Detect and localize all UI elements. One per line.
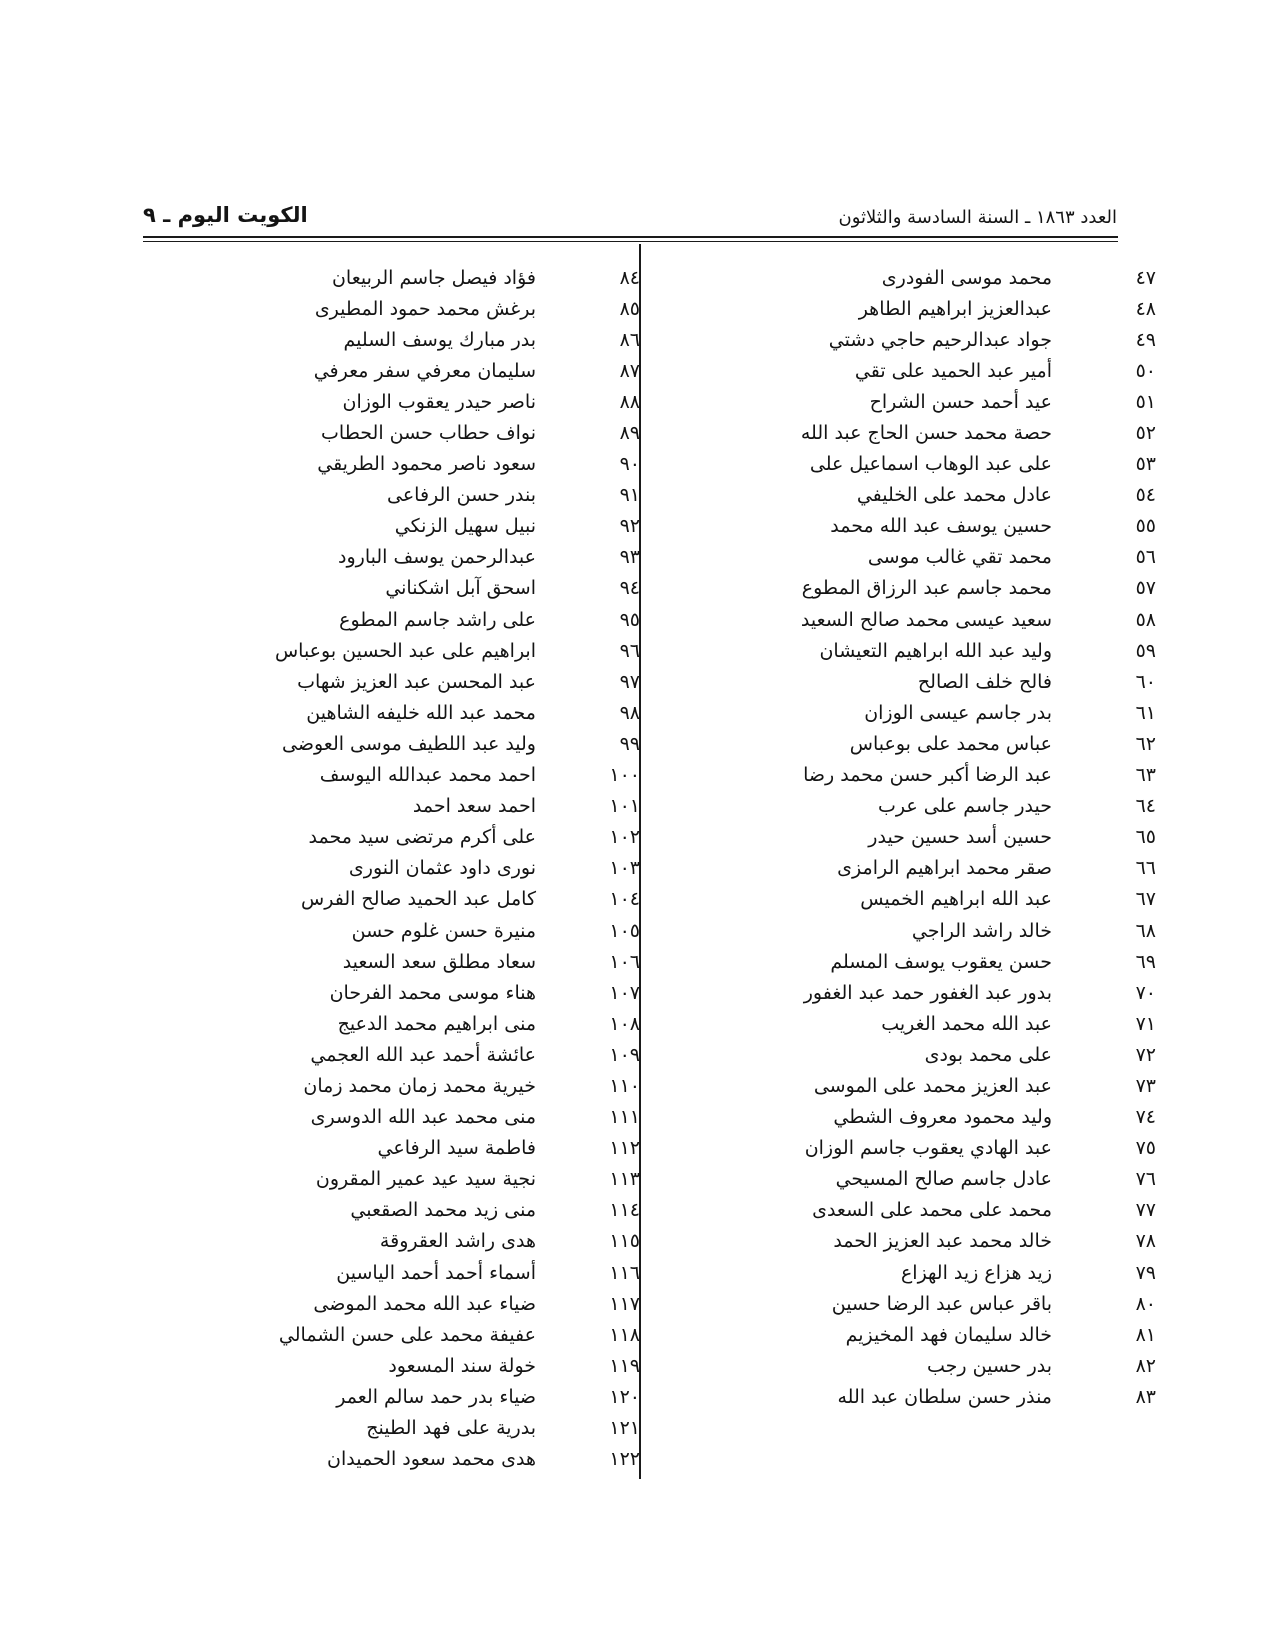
list-item	[660, 1257, 1156, 1288]
item-number: ١١٠	[609, 1074, 640, 1097]
item-number: ١٠٠	[609, 764, 640, 787]
item-name: محمد على محمد على السعدى	[812, 1199, 1052, 1222]
item-number: ٩٤	[619, 577, 640, 600]
item-name: حيدر جاسم على عرب	[877, 795, 1052, 818]
list-item	[150, 293, 640, 324]
list-item	[150, 511, 640, 542]
item-number: ٥٦	[1135, 546, 1156, 569]
item-name: محمد موسى الفودرى	[881, 266, 1052, 289]
list-item	[150, 1288, 640, 1319]
list-item	[150, 853, 640, 884]
item-number: ٩٧	[619, 670, 640, 693]
list-item	[150, 604, 640, 635]
item-number: ٥٢	[1135, 422, 1156, 445]
item-name: احمد محمد عبدالله اليوسف	[319, 764, 536, 787]
item-number: ٧٥	[1135, 1137, 1156, 1160]
list-item	[660, 1039, 1156, 1070]
item-name: منى محمد عبد الله الدوسرى	[310, 1106, 536, 1129]
list-item	[660, 480, 1156, 511]
list-item	[150, 1319, 640, 1350]
item-name: بندر حسن الرفاعى	[386, 484, 536, 507]
list-item	[150, 666, 640, 697]
item-name: زيد هزاع زيد الهزاع	[900, 1261, 1052, 1284]
item-name: حصة محمد حسن الحاج عبد الله	[800, 422, 1052, 445]
item-name: خالد محمد عبد العزيز الحمد	[833, 1230, 1052, 1253]
item-number: ٦٨	[1135, 919, 1156, 942]
item-name: صقر محمد ابراهيم الرامزى	[837, 857, 1052, 880]
item-number: ١٠٣	[609, 857, 640, 880]
item-name: نواف حطاب حسن الحطاب	[321, 422, 536, 445]
list-item	[150, 355, 640, 386]
item-number: ١١١	[609, 1106, 640, 1129]
item-name: وليد محمود معروف الشطي	[833, 1106, 1052, 1129]
list-item	[150, 728, 640, 759]
item-name: فالح خلف الصالح	[917, 670, 1052, 693]
item-name: بدر مبارك يوسف السليم	[343, 328, 536, 351]
item-number: ٤٨	[1135, 297, 1156, 320]
list-item	[150, 386, 640, 417]
item-number: ٧٧	[1135, 1199, 1156, 1222]
item-name: بدر جاسم عيسى الوزان	[864, 701, 1052, 724]
item-number: ٦٦	[1135, 857, 1156, 880]
item-name: أمير عبد الحميد على تقي	[854, 359, 1052, 382]
list-item	[150, 946, 640, 977]
item-number: ١١٧	[609, 1292, 640, 1315]
list-item	[660, 1070, 1156, 1101]
item-number: ١٢١	[609, 1417, 640, 1440]
item-number: ٩٥	[619, 608, 640, 631]
item-number: ٥٥	[1135, 515, 1156, 538]
item-number: ٥٧	[1135, 577, 1156, 600]
list-item	[660, 1288, 1156, 1319]
item-name: بدر حسين رجب	[927, 1354, 1052, 1377]
list-item	[150, 884, 640, 915]
item-number: ٨٩	[619, 422, 640, 445]
item-number: ٧٨	[1135, 1230, 1156, 1253]
item-name: هناء موسى محمد الفرحان	[329, 981, 536, 1004]
item-number: ٩١	[619, 484, 640, 507]
item-name: هدى محمد سعود الحميدان	[327, 1448, 536, 1471]
item-number: ١٠٧	[609, 981, 640, 1004]
item-number: ٧٩	[1135, 1261, 1156, 1284]
item-name: حسن يعقوب يوسف المسلم	[830, 950, 1052, 973]
item-name: عبدالعزيز ابراهيم الطاهر	[858, 297, 1052, 320]
list-item	[660, 1381, 1156, 1412]
list-item	[660, 573, 1156, 604]
item-name: هدى راشد العقروقة	[379, 1230, 536, 1253]
list-item	[660, 728, 1156, 759]
item-number: ٦٤	[1135, 795, 1156, 818]
list-item	[150, 1412, 640, 1443]
item-name: عبد العزيز محمد على الموسى	[813, 1074, 1052, 1097]
list-item	[150, 697, 640, 728]
item-number: ١٠٨	[609, 1012, 640, 1035]
list-item	[150, 417, 640, 448]
list-item	[150, 480, 640, 511]
item-name: خيرية محمد زمان محمد زمان	[303, 1074, 536, 1097]
list-item	[150, 822, 640, 853]
item-number: ٦٥	[1135, 826, 1156, 849]
list-item	[660, 511, 1156, 542]
item-name: خالد راشد الراجي	[911, 919, 1052, 942]
item-number: ٧٤	[1135, 1106, 1156, 1129]
item-name: محمد تقي غالب موسى	[867, 546, 1052, 569]
item-number: ٥٠	[1135, 359, 1156, 382]
list-item	[150, 449, 640, 480]
item-name: جواد عبدالرحيم حاجي دشتي	[828, 328, 1052, 351]
item-number: ٨٠	[1135, 1292, 1156, 1315]
item-number: ١١٤	[609, 1199, 640, 1222]
item-name: حسين يوسف عبد الله محمد	[830, 515, 1052, 538]
list-item	[660, 324, 1156, 355]
list-item	[660, 1319, 1156, 1350]
item-number: ٩٠	[619, 453, 640, 476]
item-name: سعيد عيسى محمد صالح السعيد	[800, 608, 1052, 631]
list-item	[660, 977, 1156, 1008]
item-number: ٥١	[1135, 390, 1156, 413]
item-number: ٧١	[1135, 1012, 1156, 1035]
item-number: ٦٢	[1135, 732, 1156, 755]
item-name: سعود ناصر محمود الطريقي	[317, 453, 536, 476]
item-number: ٥٣	[1135, 453, 1156, 476]
list-item	[660, 915, 1156, 946]
list-item	[660, 293, 1156, 324]
item-name: وليد عبد اللطيف موسى العوضى	[282, 732, 536, 755]
item-number: ٨١	[1135, 1323, 1156, 1346]
list-item	[660, 791, 1156, 822]
list-item	[660, 1133, 1156, 1164]
item-number: ٨٢	[1135, 1354, 1156, 1377]
item-name: سليمان معرفي سفر معرفي	[313, 359, 536, 382]
list-item	[660, 697, 1156, 728]
list-item	[150, 262, 640, 293]
item-number: ٩٨	[619, 701, 640, 724]
item-name: خولة سند المسعود	[388, 1354, 536, 1377]
list-item	[150, 1008, 640, 1039]
item-name: عبد الله ابراهيم الخميس	[860, 888, 1052, 911]
item-name: عائشة أحمد عبد الله العجمي	[310, 1043, 536, 1066]
list-item	[150, 915, 640, 946]
item-name: عادل محمد على الخليفي	[856, 484, 1052, 507]
list-item	[660, 822, 1156, 853]
list-item	[150, 1164, 640, 1195]
list-item	[150, 1070, 640, 1101]
item-name: منذر حسن سلطان عبد الله	[837, 1385, 1052, 1408]
item-name: عبد المحسن عبد العزيز شهاب	[297, 670, 536, 693]
item-name: برغش محمد حمود المطيرى	[314, 297, 536, 320]
list-item	[660, 449, 1156, 480]
list-item	[660, 1102, 1156, 1133]
item-name: عيد أحمد حسن الشراح	[869, 390, 1052, 413]
list-item	[150, 1257, 640, 1288]
item-number: ٤٧	[1135, 266, 1156, 289]
list-item	[660, 1008, 1156, 1039]
item-number: ٦٩	[1135, 950, 1156, 973]
item-name: كامل عبد الحميد صالح الفرس	[301, 888, 536, 911]
item-number: ١٠٥	[609, 919, 640, 942]
item-name: ضياء بدر حمد سالم العمر	[336, 1385, 536, 1408]
list-item	[660, 635, 1156, 666]
item-name: على محمد بودى	[924, 1043, 1052, 1066]
item-number: ٧٢	[1135, 1043, 1156, 1066]
item-name: عادل جاسم صالح المسيحي	[835, 1168, 1052, 1191]
list-item	[150, 1133, 640, 1164]
item-name: بدرية على فهد الطينج	[366, 1417, 536, 1440]
item-number: ١١٦	[609, 1261, 640, 1284]
item-number: ٨٤	[619, 266, 640, 289]
item-number: ١١٥	[609, 1230, 640, 1253]
item-name: وليد عبد الله ابراهيم التعيشان	[819, 639, 1052, 662]
page-header-right: العدد ١٨٦٣ ـ السنة السادسة والثلاثون	[838, 207, 1117, 228]
item-name: على راشد جاسم المطوع	[339, 608, 536, 631]
item-number: ٦٠	[1135, 670, 1156, 693]
page-header-left: الكويت اليوم ـ ٩	[143, 203, 308, 227]
item-name: محمد جاسم عبد الرزاق المطوع	[801, 577, 1052, 600]
item-number: ٩٢	[619, 515, 640, 538]
list-item	[660, 386, 1156, 417]
list-item	[660, 760, 1156, 791]
list-item	[150, 573, 640, 604]
item-number: ٦٣	[1135, 764, 1156, 787]
list-item	[150, 1381, 640, 1412]
list-item	[150, 791, 640, 822]
item-number: ٧٠	[1135, 981, 1156, 1004]
list-item	[150, 324, 640, 355]
item-name: منيرة حسن غلوم حسن	[351, 919, 536, 942]
item-name: عفيفة محمد على حسن الشمالي	[278, 1323, 536, 1346]
item-name: فاطمة سيد الرفاعي	[377, 1137, 536, 1160]
list-item	[660, 946, 1156, 977]
item-name: على عبد الوهاب اسماعيل على	[809, 453, 1052, 476]
list-item	[660, 1195, 1156, 1226]
list-item	[660, 1350, 1156, 1381]
list-item	[660, 262, 1156, 293]
item-number: ١١٣	[609, 1168, 640, 1191]
item-name: عباس محمد على بوعباس	[849, 732, 1052, 755]
list-item	[660, 355, 1156, 386]
list-item	[150, 635, 640, 666]
item-name: ابراهيم على عبد الحسين بوعباس	[274, 639, 536, 662]
list-item	[150, 1226, 640, 1257]
item-name: ناصر حيدر يعقوب الوزان	[342, 390, 536, 413]
item-name: عبد الهادي يعقوب جاسم الوزان	[804, 1137, 1052, 1160]
item-name: محمد عبد الله خليفه الشاهين	[306, 701, 536, 724]
list-item	[150, 1102, 640, 1133]
list-item	[660, 604, 1156, 635]
item-name: نجية سيد عيد عمير المقرون	[315, 1168, 536, 1191]
item-name: بدور عبد الغفور حمد عبد الغفور	[803, 981, 1052, 1004]
item-name: حسين أسد حسين حيدر	[868, 826, 1052, 849]
item-name: عبد الله محمد الغريب	[881, 1012, 1052, 1035]
item-number: ٧٦	[1135, 1168, 1156, 1191]
list-item	[150, 1039, 640, 1070]
item-name: ضياء عبد الله محمد الموضى	[313, 1292, 536, 1315]
list-item	[660, 542, 1156, 573]
item-number: ٨٦	[619, 328, 640, 351]
item-name: خالد سليمان فهد المخيزيم	[845, 1323, 1052, 1346]
list-item	[150, 760, 640, 791]
item-name: منى زيد محمد الصقعبي	[350, 1199, 536, 1222]
item-name: احمد سعد احمد	[412, 795, 536, 818]
item-name: أسماء أحمد أحمد الياسين	[336, 1261, 536, 1284]
item-number: ٩٦	[619, 639, 640, 662]
item-name: نبيل سهيل الزنكي	[394, 515, 536, 538]
right-column-list	[660, 262, 1156, 1412]
list-item	[150, 1444, 640, 1475]
item-number: ٦٧	[1135, 888, 1156, 911]
list-item	[660, 1226, 1156, 1257]
item-name: اسحق آبل اشكناني	[385, 577, 536, 600]
item-number: ٨٨	[619, 390, 640, 413]
item-number: ١٠٢	[609, 826, 640, 849]
item-number: ١٠٤	[609, 888, 640, 911]
item-number: ١١٩	[609, 1354, 640, 1377]
item-name: عبدالرحمن يوسف البارود	[338, 546, 536, 569]
list-item	[150, 1195, 640, 1226]
item-number: ٩٣	[619, 546, 640, 569]
item-name: سعاد مطلق سعد السعيد	[342, 950, 536, 973]
list-item	[660, 1164, 1156, 1195]
left-column-list	[150, 262, 640, 1475]
item-number: ٨٣	[1135, 1385, 1156, 1408]
header-rule-thin	[143, 241, 1118, 242]
item-name: على أكرم مرتضى سيد محمد	[308, 826, 536, 849]
item-number: ٨٥	[619, 297, 640, 320]
list-item	[660, 666, 1156, 697]
list-item	[150, 977, 640, 1008]
item-name: منى ابراهيم محمد الدعيج	[337, 1012, 536, 1035]
item-number: ١١٨	[609, 1323, 640, 1346]
item-number: ٧٣	[1135, 1074, 1156, 1097]
item-number: ٦١	[1135, 701, 1156, 724]
item-name: فؤاد فيصل جاسم الربيعان	[331, 266, 536, 289]
list-item	[150, 1350, 640, 1381]
list-item	[660, 417, 1156, 448]
list-item	[150, 542, 640, 573]
item-number: ١٢٢	[609, 1448, 640, 1471]
list-item	[660, 884, 1156, 915]
item-name: باقر عباس عبد الرضا حسين	[831, 1292, 1052, 1315]
item-number: ١٠٩	[609, 1043, 640, 1066]
item-number: ٤٩	[1135, 328, 1156, 351]
item-number: ١٠١	[609, 795, 640, 818]
item-number: ٥٨	[1135, 608, 1156, 631]
item-number: ٥٤	[1135, 484, 1156, 507]
item-name: عبد الرضا أكبر حسن محمد رضا	[803, 764, 1052, 787]
item-number: ١٢٠	[609, 1385, 640, 1408]
item-number: ١٠٦	[609, 950, 640, 973]
item-number: ٥٩	[1135, 639, 1156, 662]
item-number: ١١٢	[609, 1137, 640, 1160]
item-number: ٩٩	[619, 732, 640, 755]
item-name: نورى داود عثمان النورى	[348, 857, 536, 880]
header-rule	[143, 236, 1118, 238]
item-number: ٨٧	[619, 359, 640, 382]
list-item	[660, 853, 1156, 884]
